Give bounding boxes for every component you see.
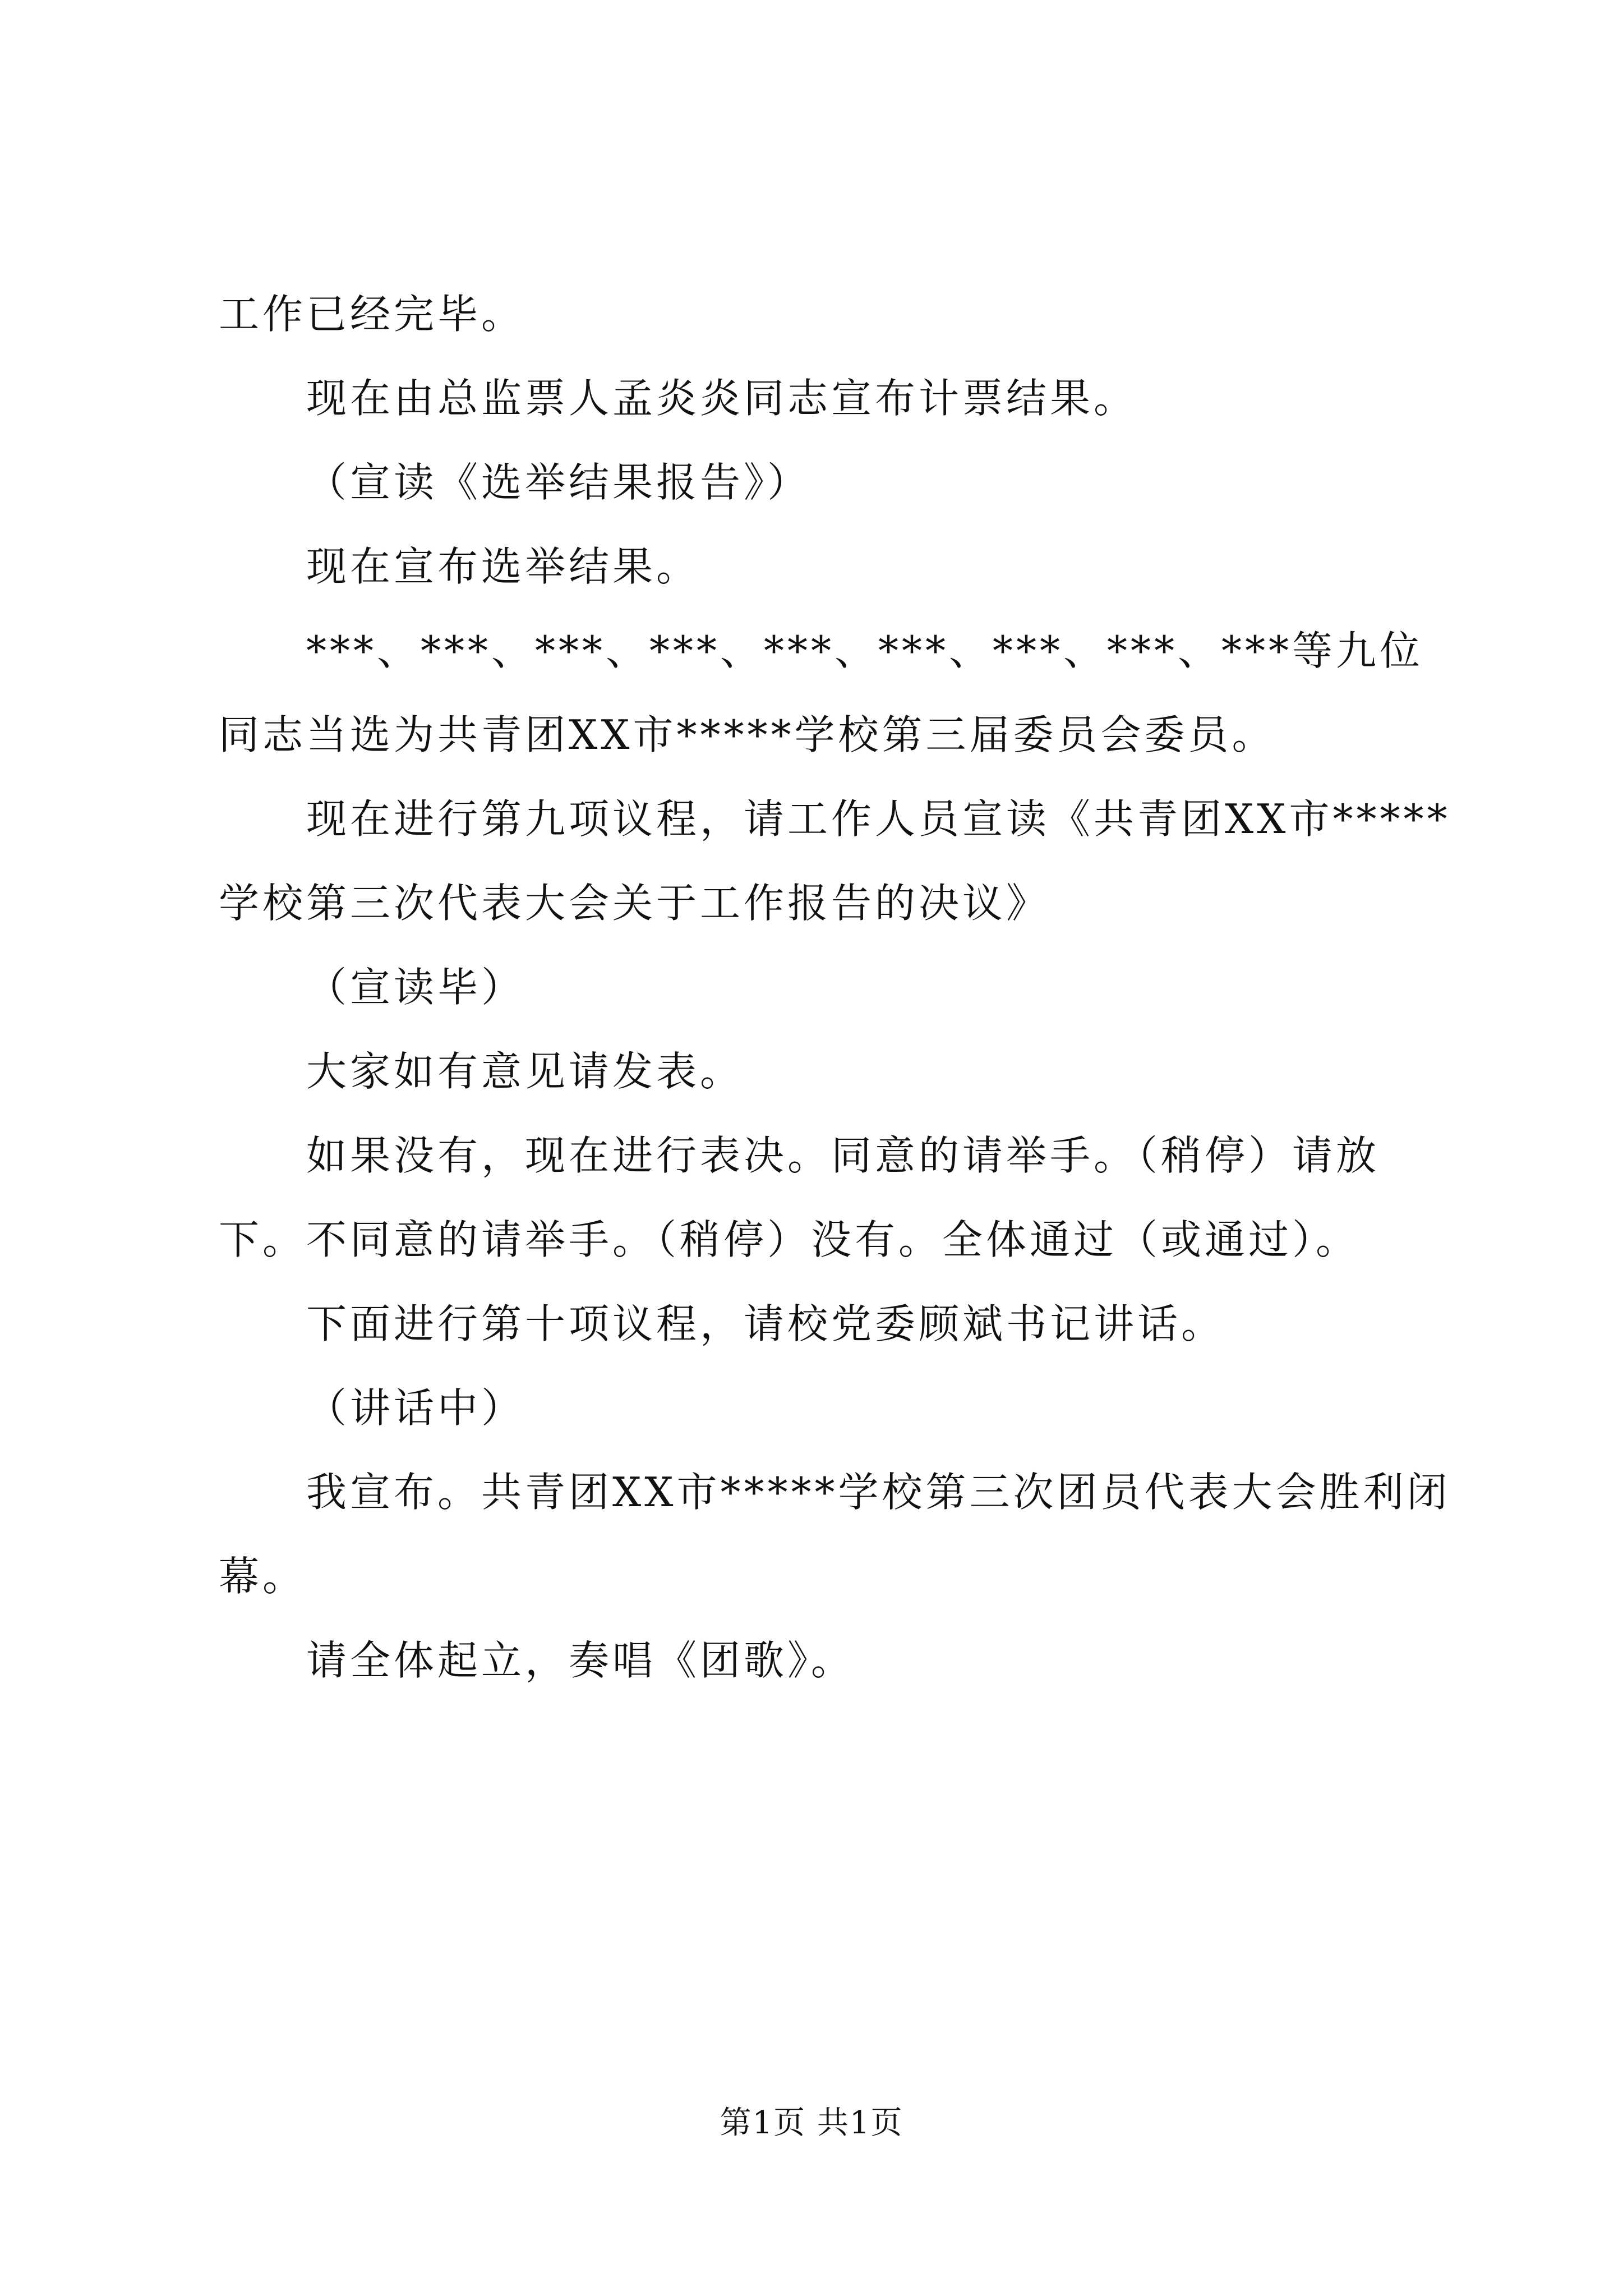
paragraph-9: 如果没有，现在进行表决。同意的请举手。（稍停）请放下。不同意的请举手。（稍停）没有。全体通过（或通过）。 bbox=[219, 1132, 1380, 1263]
paragraph-6: 现在进行第九项议程，请工作人员宣读《共青团XX市*****学校第三次代表大会关于工作报告的决议》 bbox=[219, 795, 1451, 927]
paragraph-5: ***、***、***、***、***、***、***、***、***等九位同志当选为共青团XX市*****学校第三届委员会委员。 bbox=[219, 627, 1424, 758]
page-footer: 第1页 共1页 bbox=[720, 2105, 903, 2141]
paragraph-12: 我宣布。共青团XX市*****学校第三次团员代表大会胜利闭幕。 bbox=[219, 1469, 1451, 1600]
paragraph-11: （讲话中） bbox=[306, 1384, 525, 1432]
paragraph-10: 下面进行第十项议程，请校党委顾斌书记讲话。 bbox=[306, 1300, 1225, 1347]
document-body bbox=[219, 272, 1453, 1703]
paragraph-8: 大家如有意见请发表。 bbox=[306, 1048, 744, 1095]
paragraph-4: 现在宣布选举结果。 bbox=[306, 543, 700, 590]
paragraph-7: （宣读毕） bbox=[306, 964, 525, 1011]
paragraph-1: 工作已经完毕。 bbox=[219, 291, 525, 338]
paragraph-3: （宣读《选举结果报告》） bbox=[306, 459, 811, 506]
paragraph-13: 请全体起立，奏唱《团歌》。 bbox=[306, 1637, 855, 1684]
paragraph-2: 现在由总监票人孟炎炎同志宣布计票结果。 bbox=[306, 375, 1138, 422]
